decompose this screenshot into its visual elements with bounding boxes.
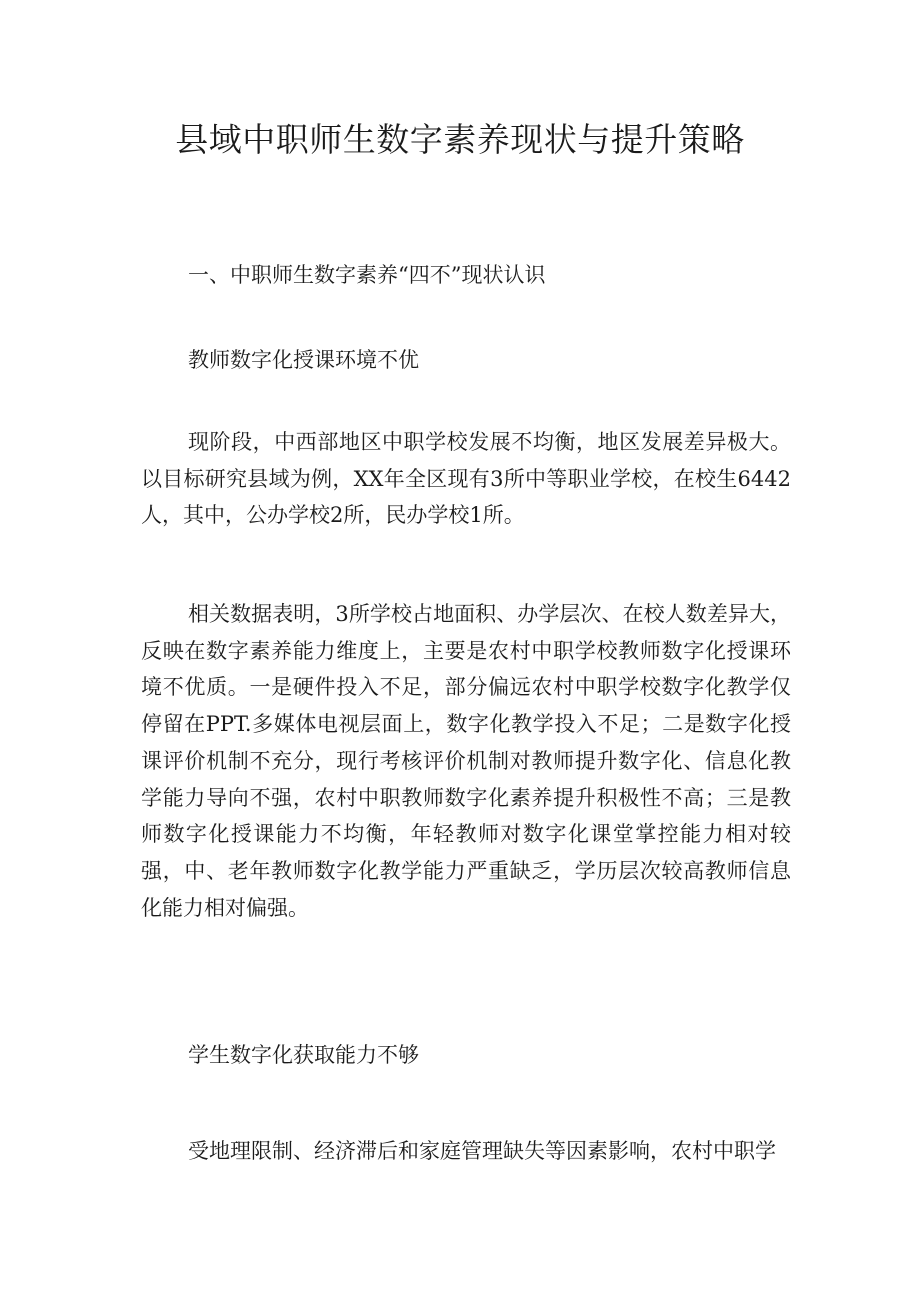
paragraph-current-status: 现阶段，中西部地区中职学校发展不均衡，地区发展差异极大。以目标研究县域为例，XX年全区现有3所中等职业学校，在校生6442人，其中，公办学校2所，民办学校1所。 bbox=[141, 430, 791, 528]
subheading-teacher-environment: 教师数字化授课环境不优 bbox=[188, 348, 419, 372]
section-heading: 一、中职师生数字素养“四不”现状认识 bbox=[188, 263, 546, 287]
paragraph-data-analysis: 相关数据表明，3所学校占地面积、办学层次、在校人数差异大，反映在数字素养能力维度上，主要是农村中职学校教师数字化授课环境不优质。一是硬件投入不足，部分偏远农村中职学校数字化教学仅停留在PPT.多媒体电视层面上，数字化教学投入不足；二是数字化授课评价机制不充分，现行考核评价机制对教师提升数字化、信息化教学能力导向不强，农村中职教师数字化素养提升积极性不高；三是教师数字化授课能力不均衡，年轻教师对数字化课堂掌控能力相对较强，中、老年教师数字化教学能力严重缺乏，学历层次较高教师信息化能力相对偏强。 bbox=[141, 602, 791, 920]
subheading-student-ability: 学生数字化获取能力不够 bbox=[188, 1043, 419, 1067]
paragraph-student-factors: 受地理限制、经济滞后和家庭管理缺失等因素影响，农村中职学 bbox=[188, 1139, 776, 1163]
document-title: 县域中职师生数字素养现状与提升策略 bbox=[175, 120, 745, 159]
